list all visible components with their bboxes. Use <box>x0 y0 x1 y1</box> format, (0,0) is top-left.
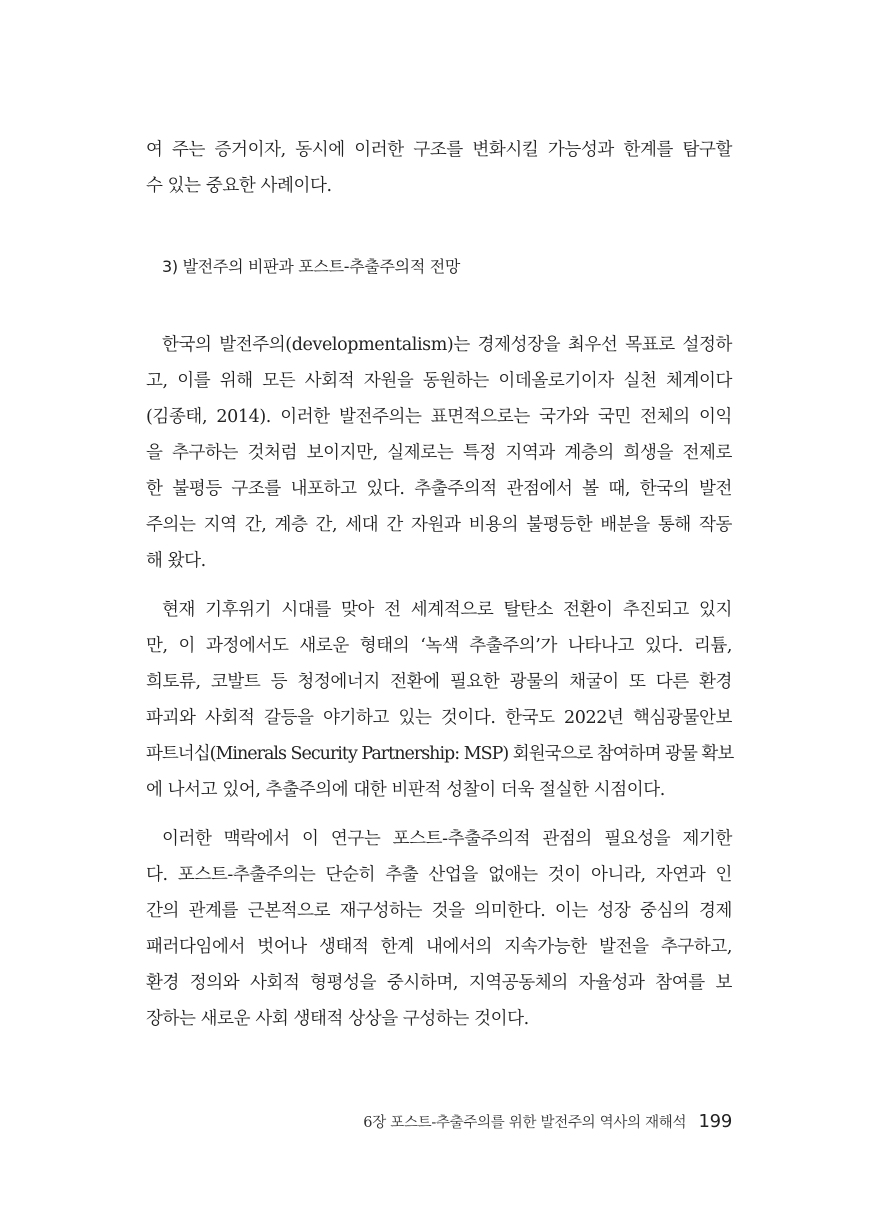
body-text-line: 패러다임에서 벗어나 생태적 한계 내에서의 지속가능한 발전을 추구하고, <box>146 937 732 957</box>
body-text-line: 수 있는 중요한 사례이다. <box>146 176 332 196</box>
body-text-line: 다. 포스트-추출주의는 단순히 추출 산업을 없애는 것이 아니라, 자연과 인 <box>146 865 732 885</box>
running-title: 6장 포스트-추출주의를 위한 발전주의 역사의 재해석 <box>363 1115 687 1131</box>
body-text-line: 파괴와 사회적 갈등을 야기하고 있는 것이다. 한국도 2022년 핵심광물안보 <box>146 708 732 728</box>
body-text-line: 에 나서고 있어, 추출주의에 대한 비판적 성찰이 더욱 절실한 시점이다. <box>146 780 665 800</box>
body-text-line: 장하는 새로운 사회 생태적 상상을 구성하는 것이다. <box>146 1009 529 1029</box>
body-text-line: 한국의 발전주의(developmentalism)는 경제성장을 최우선 목표로 설정하 <box>162 335 732 355</box>
body-text-line: 한 불평등 구조를 내포하고 있다. 추출주의적 관점에서 볼 때, 한국의 발전 <box>146 479 732 499</box>
body-text-line: 만, 이 과정에서도 새로운 형태의 ‘녹색 추출주의’가 나타나고 있다. 리튬, <box>146 636 732 656</box>
body-text-line: 간의 관계를 근본적으로 재구성하는 것을 의미한다. 이는 성장 중심의 경제 <box>146 901 732 921</box>
page-footer <box>363 1110 732 1135</box>
body-text-line: (김종태, 2014). 이러한 발전주의는 표면적으로는 국가와 국민 전체의 이익 <box>146 407 732 427</box>
body-text-line: 파트너십(Minerals Security Partnership: MSP) 회원국으로 참여하며 광물 확보 <box>146 744 734 764</box>
page-number: 199 <box>698 1111 732 1132</box>
body-text-line: 을 추구하는 것처럼 보이지만, 실제로는 특정 지역과 계층의 희생을 전제로 <box>146 443 732 463</box>
body-text-line: 주의는 지역 간, 계층 간, 세대 간 자원과 비용의 불평등한 배분을 통해 작동 <box>146 515 732 535</box>
body-text-line: 해 왔다. <box>146 551 206 571</box>
body-text-line: 고, 이를 위해 모든 사회적 자원을 동원하는 이데올로기이자 실천 체계이다 <box>146 371 732 391</box>
body-text-line: 현재 기후위기 시대를 맞아 전 세계적으로 탈탄소 전환이 추진되고 있지 <box>162 600 732 620</box>
body-text-line: 환경 정의와 사회적 형평성을 중시하며, 지역공동체의 자율성과 참여를 보 <box>146 973 732 993</box>
body-text-line: 여 주는 증거이자, 동시에 이러한 구조를 변화시킬 가능성과 한계를 탐구할 <box>146 140 732 160</box>
body-text-line: 희토류, 코발트 등 청정에너지 전환에 필요한 광물의 채굴이 또 다른 환경 <box>146 672 732 692</box>
section-heading: 3) 발전주의 비판과 포스트-추출주의적 전망 <box>162 257 461 276</box>
body-text-line: 이러한 맥락에서 이 연구는 포스트-추출주의적 관점의 필요성을 제기한 <box>162 829 732 849</box>
